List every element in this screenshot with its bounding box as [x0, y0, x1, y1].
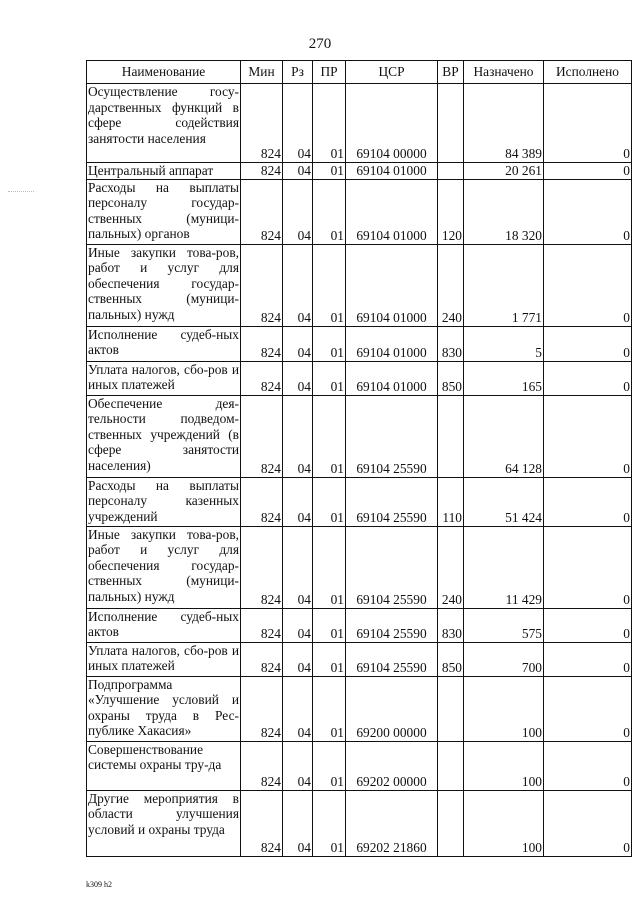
row-vr	[438, 163, 464, 180]
row-vr: 110	[438, 477, 464, 526]
row-assigned: 1 771	[464, 244, 544, 326]
row-name: Уплата налогов, сбо-ров и иных платежей	[87, 361, 241, 395]
row-min: 824	[241, 179, 283, 244]
row-min: 824	[241, 395, 283, 477]
row-name: Обеспечение дея-тельности подведом-ственных учреждений (в сфере занятости населения)	[87, 395, 241, 477]
row-executed: 0	[544, 179, 632, 244]
row-assigned: 64 128	[464, 395, 544, 477]
row-executed: 0	[544, 477, 632, 526]
row-rz: 04	[283, 326, 313, 361]
row-executed: 0	[544, 395, 632, 477]
row-rz: 04	[283, 642, 313, 676]
row-csr: 69104 01000	[346, 179, 438, 244]
row-csr: 69104 25590	[346, 395, 438, 477]
row-assigned: 100	[464, 741, 544, 790]
row-rz: 04	[283, 395, 313, 477]
row-csr: 69104 25590	[346, 526, 438, 608]
row-min: 824	[241, 608, 283, 642]
row-vr	[438, 790, 464, 856]
row-pr: 01	[313, 676, 346, 741]
row-pr: 01	[313, 642, 346, 676]
row-vr: 240	[438, 244, 464, 326]
row-vr: 240	[438, 526, 464, 608]
table-row	[87, 526, 632, 608]
page-number: 270	[308, 36, 332, 52]
row-pr: 01	[313, 790, 346, 856]
row-pr: 01	[313, 477, 346, 526]
row-name: Иные закупки това-ров, работ и услуг для обеспечения государ-ственных (муници-пальных) нужд	[87, 244, 241, 326]
table-row	[87, 361, 632, 395]
row-rz: 04	[283, 361, 313, 395]
row-assigned: 100	[464, 790, 544, 856]
header-vr: ВР	[438, 61, 464, 84]
row-name: Расходы на выплаты персоналу казенных учреждений	[87, 477, 241, 526]
row-assigned: 11 429	[464, 526, 544, 608]
row-assigned: 575	[464, 608, 544, 642]
row-executed: 0	[544, 84, 632, 163]
row-assigned: 84 389	[464, 84, 544, 163]
row-min: 824	[241, 676, 283, 741]
row-min: 824	[241, 163, 283, 180]
row-csr: 69104 25590	[346, 642, 438, 676]
row-rz: 04	[283, 244, 313, 326]
row-name: Центральный аппарат	[87, 163, 241, 180]
row-vr: 830	[438, 608, 464, 642]
row-executed: 0	[544, 526, 632, 608]
header-pr: ПР	[313, 61, 346, 84]
row-min: 824	[241, 361, 283, 395]
row-executed: 0	[544, 244, 632, 326]
row-assigned: 51 424	[464, 477, 544, 526]
row-min: 824	[241, 741, 283, 790]
row-min: 824	[241, 84, 283, 163]
row-name: Иные закупки това-ров, работ и услуг для обеспечения государ-ственных (муници-пальных) нужд	[87, 526, 241, 608]
row-rz: 04	[283, 676, 313, 741]
row-csr: 69104 01000	[346, 361, 438, 395]
header-name: Наименование	[87, 61, 241, 84]
row-csr: 69104 25590	[346, 608, 438, 642]
row-min: 824	[241, 477, 283, 526]
row-pr: 01	[313, 395, 346, 477]
row-vr: 120	[438, 179, 464, 244]
row-rz: 04	[283, 790, 313, 856]
row-rz: 04	[283, 608, 313, 642]
row-assigned: 18 320	[464, 179, 544, 244]
row-min: 824	[241, 326, 283, 361]
row-vr	[438, 741, 464, 790]
row-vr: 850	[438, 361, 464, 395]
row-pr: 01	[313, 179, 346, 244]
row-rz: 04	[283, 477, 313, 526]
budget-table	[86, 60, 632, 857]
scan-dotted-mark	[8, 191, 34, 192]
table-row	[87, 326, 632, 361]
table-row	[87, 244, 632, 326]
row-assigned: 20 261	[464, 163, 544, 180]
table-row	[87, 608, 632, 642]
row-executed: 0	[544, 741, 632, 790]
table-row	[87, 477, 632, 526]
row-name: Расходы на выплаты персоналу государ-ственных (муници-пальных) органов	[87, 179, 241, 244]
row-pr: 01	[313, 244, 346, 326]
table-row	[87, 676, 632, 741]
row-assigned: 700	[464, 642, 544, 676]
row-csr: 69202 21860	[346, 790, 438, 856]
row-name: Исполнение судеб-ных актов	[87, 326, 241, 361]
row-executed: 0	[544, 676, 632, 741]
row-executed: 0	[544, 642, 632, 676]
row-pr: 01	[313, 741, 346, 790]
row-rz: 04	[283, 526, 313, 608]
row-executed: 0	[544, 326, 632, 361]
row-min: 824	[241, 642, 283, 676]
row-csr: 69104 00000	[346, 84, 438, 163]
row-name: Совершенствование системы охраны тру-да	[87, 741, 241, 790]
row-min: 824	[241, 244, 283, 326]
table-row	[87, 741, 632, 790]
row-executed: 0	[544, 608, 632, 642]
row-pr: 01	[313, 326, 346, 361]
row-rz: 04	[283, 84, 313, 163]
row-min: 824	[241, 526, 283, 608]
row-vr	[438, 676, 464, 741]
row-executed: 0	[544, 790, 632, 856]
row-csr: 69200 00000	[346, 676, 438, 741]
row-vr: 830	[438, 326, 464, 361]
row-name: Другие мероприятия в области улучшения условий и охраны труда	[87, 790, 241, 856]
header-rz: Рз	[283, 61, 313, 84]
header-min: Мин	[241, 61, 283, 84]
row-vr	[438, 84, 464, 163]
row-vr: 850	[438, 642, 464, 676]
table-row	[87, 642, 632, 676]
row-pr: 01	[313, 163, 346, 180]
header-assigned: Назначено	[464, 61, 544, 84]
row-rz: 04	[283, 741, 313, 790]
table-row	[87, 395, 632, 477]
row-assigned: 5	[464, 326, 544, 361]
table-row	[87, 84, 632, 163]
header-executed: Исполнено	[544, 61, 632, 84]
row-rz: 04	[283, 163, 313, 180]
header-csr: ЦСР	[346, 61, 438, 84]
row-pr: 01	[313, 526, 346, 608]
row-rz: 04	[283, 179, 313, 244]
table-row	[87, 179, 632, 244]
table-row	[87, 163, 632, 180]
row-min: 824	[241, 790, 283, 856]
row-csr: 69202 00000	[346, 741, 438, 790]
row-csr: 69104 25590	[346, 477, 438, 526]
row-pr: 01	[313, 361, 346, 395]
row-vr	[438, 395, 464, 477]
row-name: Уплата налогов, сбо-ров и иных платежей	[87, 642, 241, 676]
row-pr: 01	[313, 84, 346, 163]
row-name: Исполнение судеб-ных актов	[87, 608, 241, 642]
row-executed: 0	[544, 361, 632, 395]
row-assigned: 165	[464, 361, 544, 395]
row-csr: 69104 01000	[346, 163, 438, 180]
row-name: Подпрограмма «Улучшение условий и охраны труда в Рес-публике Хакасия»	[87, 676, 241, 741]
row-executed: 0	[544, 163, 632, 180]
table-row	[87, 790, 632, 856]
row-name: Осуществление госу-дарственных функций в сфере содействия занятости населения	[87, 84, 241, 163]
row-csr: 69104 01000	[346, 326, 438, 361]
footer-code: k309 h2	[86, 880, 112, 889]
row-assigned: 100	[464, 676, 544, 741]
table-header-row	[87, 61, 632, 84]
row-pr: 01	[313, 608, 346, 642]
row-csr: 69104 01000	[346, 244, 438, 326]
